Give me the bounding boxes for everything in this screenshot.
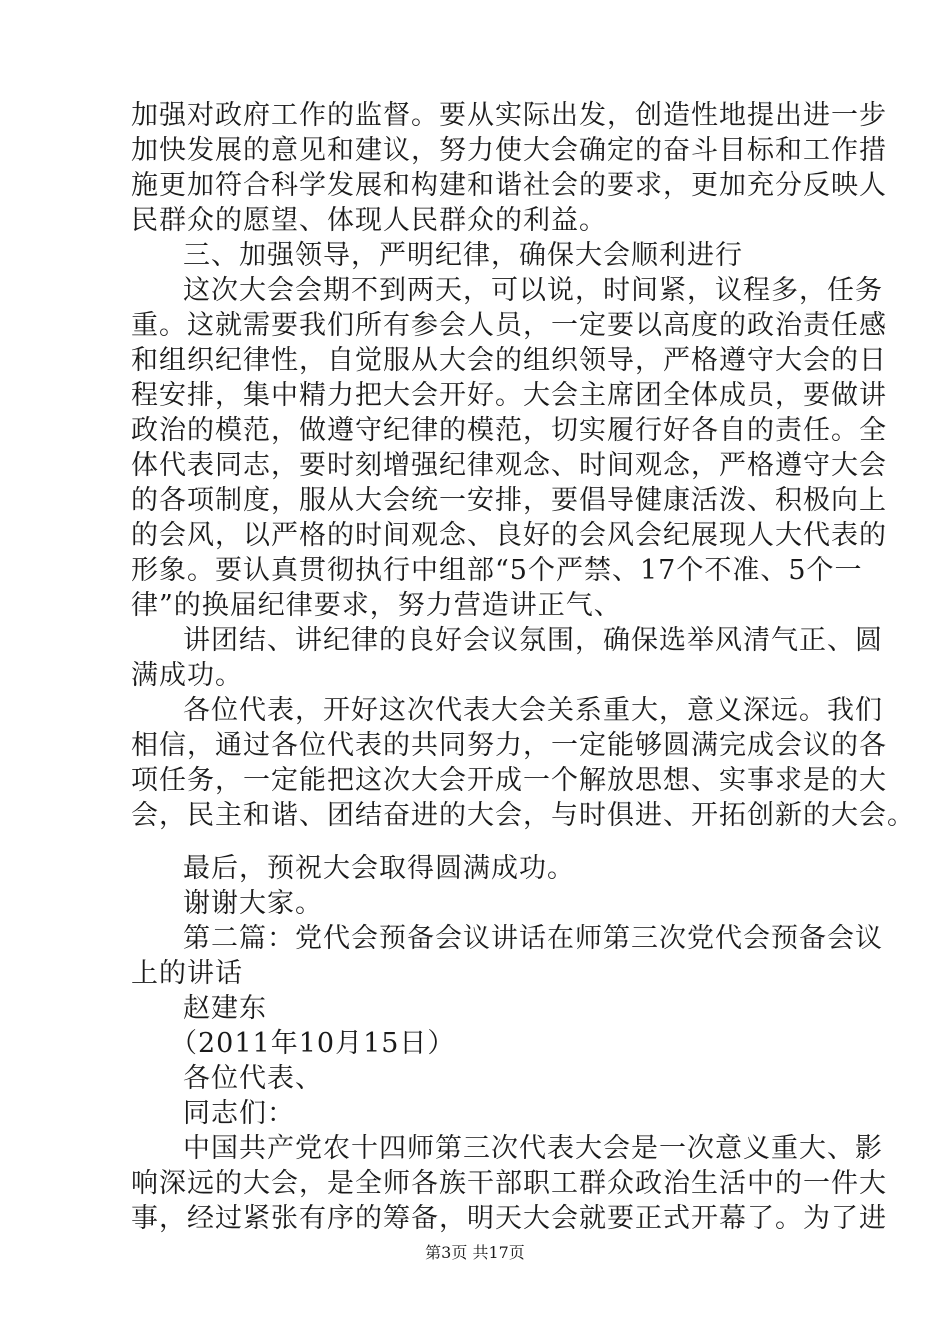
text-line: 会，民主和谐、团结奋进的大会，与时俱进、开拓创新的大会。 (131, 800, 915, 831)
text-line: 响深远的大会，是全师各族干部职工群众政治生活中的一件大 (131, 1168, 887, 1199)
text-line: 加快发展的意见和建议，努力使大会确定的奋斗目标和工作措 (131, 135, 887, 166)
text-line: 同志们： (183, 1098, 295, 1129)
article-title: 第二篇：党代会预备会议讲话在师第三次党代会预备会议 (183, 923, 883, 954)
text-line: 满成功。 (131, 660, 243, 691)
text-line: 各位代表，开好这次代表大会关系重大，意义深远。我们 (183, 695, 883, 726)
text-line: 加强对政府工作的监督。要从实际出发，创造性地提出进一步 (131, 100, 887, 131)
text-line: 形象。要认真贯彻执行中组部“5个严禁、17个不准、5个一 (131, 555, 863, 586)
text-line: 中国共产党农十四师第三次代表大会是一次意义重大、影 (183, 1133, 883, 1164)
text-line: 和组织纪律性，自觉服从大会的组织领导，严格遵守大会的日 (131, 345, 887, 376)
text-line: 这次大会会期不到两天，可以说，时间紧，议程多，任务 (183, 275, 883, 306)
article-title: 上的讲话 (131, 958, 243, 989)
text-line: 重。这就需要我们所有参会人员，一定要以高度的政治责任感 (131, 310, 887, 341)
text-line: 的会风，以严格的时间观念、良好的会风会纪展现人大代表的 (131, 520, 887, 551)
text-line: 谢谢大家。 (183, 888, 323, 919)
text-line: 民群众的愿望、体现人民群众的利益。 (131, 205, 607, 236)
speech-date: （2011年10月15日） (170, 1028, 456, 1059)
text-line: 体代表同志，要时刻增强纪律观念、时间观念，严格遵守大会 (131, 450, 887, 481)
text-line: 各位代表、 (183, 1063, 323, 1094)
page-footer: 第3页 共17页 (425, 1243, 525, 1262)
author-name: 赵建东 (183, 993, 267, 1024)
text-line: 相信，通过各位代表的共同努力，一定能够圆满完成会议的各 (131, 730, 887, 761)
text-line: 政治的模范，做遵守纪律的模范，切实履行好各自的责任。全 (131, 415, 887, 446)
text-line: 律”的换届纪律要求，努力营造讲正气、 (131, 590, 622, 621)
text-line: 事，经过紧张有序的筹备，明天大会就要正式开幕了。为了进 (131, 1203, 887, 1234)
text-line: 讲团结、讲纪律的良好会议氛围，确保选举风清气正、圆 (183, 625, 883, 656)
text-line: 施更加符合科学发展和构建和谐社会的要求，更加充分反映人 (131, 170, 887, 201)
text-line: 的各项制度，服从大会统一安排，要倡导健康活泼、积极向上 (131, 485, 887, 516)
text-line: 程安排，集中精力把大会开好。大会主席团全体成员，要做讲 (131, 380, 887, 411)
section-heading: 三、加强领导，严明纪律，确保大会顺利进行 (183, 240, 743, 271)
text-line: 最后，预祝大会取得圆满成功。 (183, 853, 575, 884)
text-line: 项任务，一定能把这次大会开成一个解放思想、实事求是的大 (131, 765, 887, 796)
